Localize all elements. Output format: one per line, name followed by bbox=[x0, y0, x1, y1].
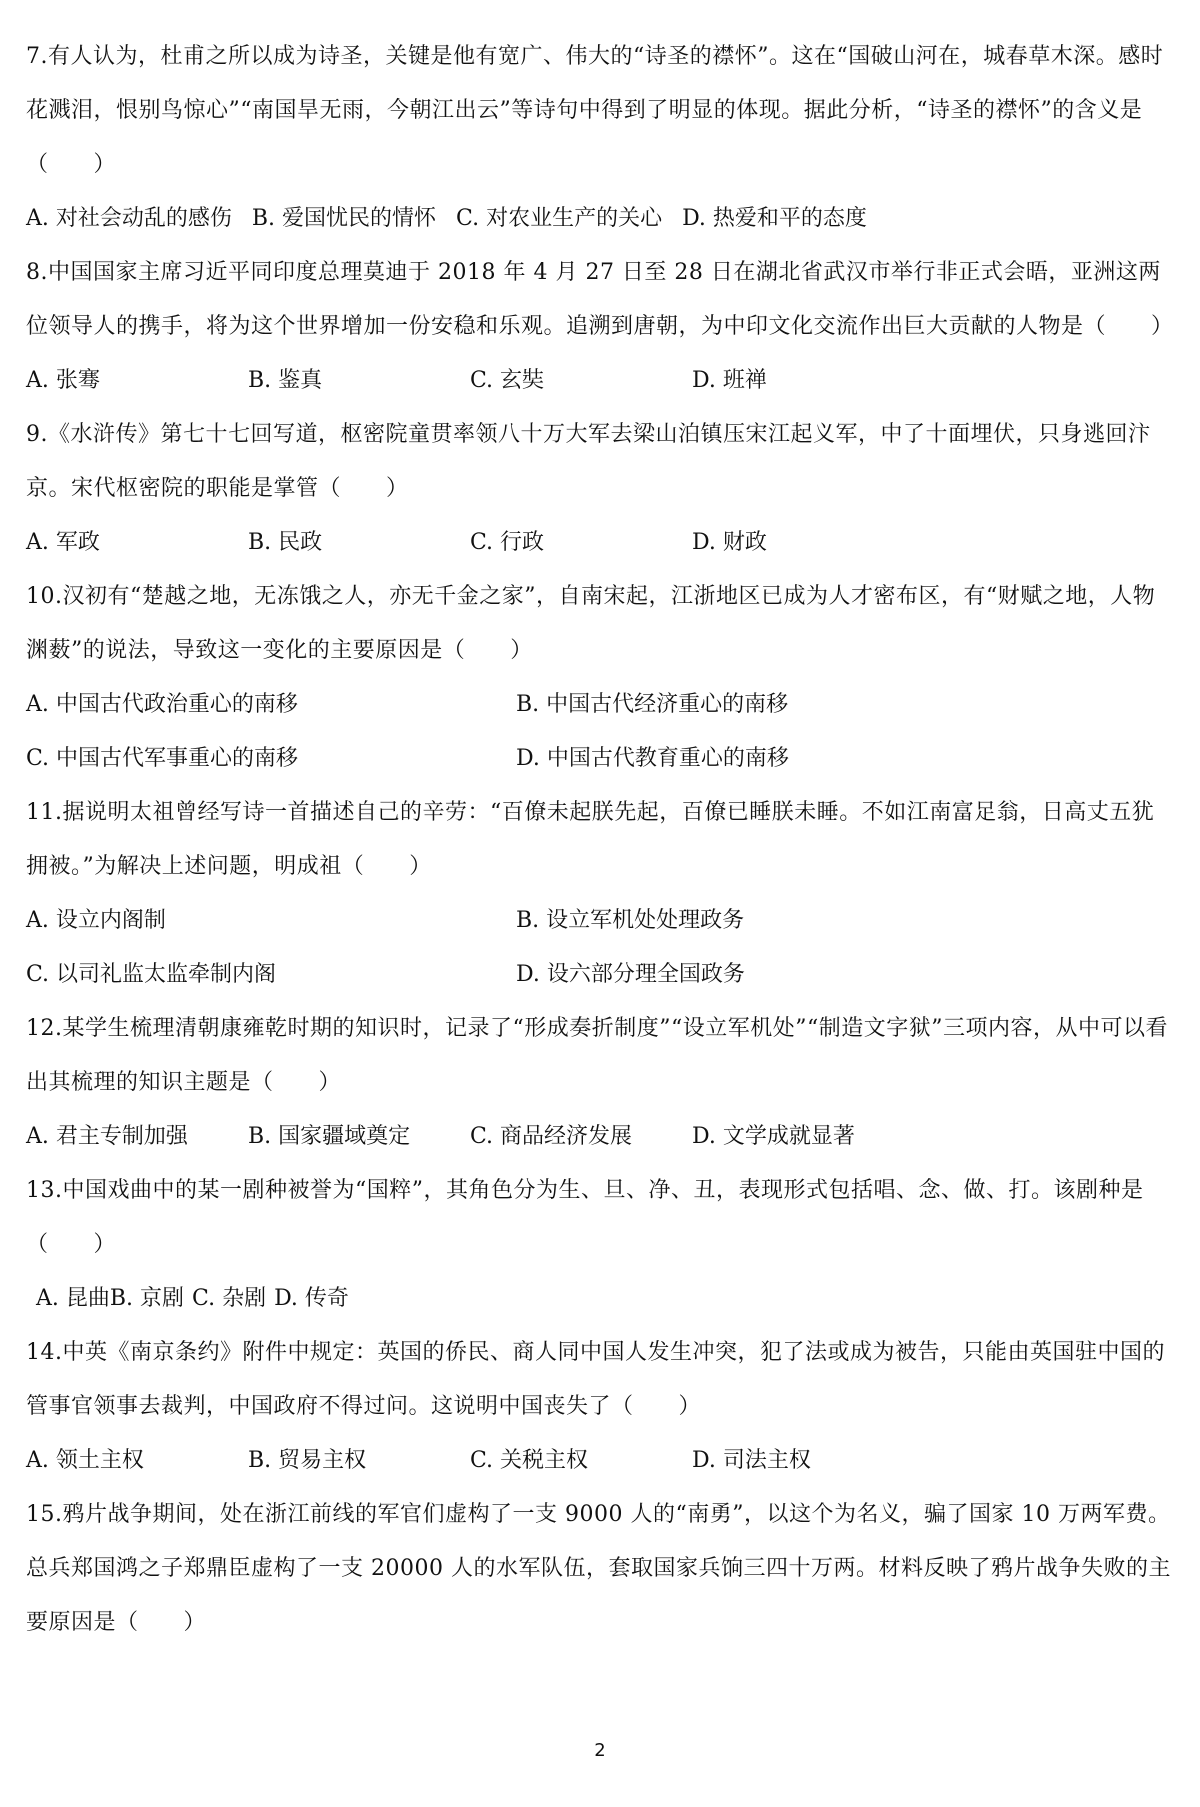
option-c: C. 关税主权 bbox=[470, 1448, 589, 1473]
question-text: 12.某学生梳理清朝康雍乾时期的知识时，记录了“形成奏折制度”“设立军机处”“制造文字狱”三项内容，从中可以看出其梳理的知识主题是（ ） bbox=[26, 1016, 1168, 1095]
option-c: C. 行政 bbox=[470, 530, 545, 555]
option-row bbox=[26, 1272, 1176, 1326]
option-a-b: A. 昆曲B. 京剧 bbox=[36, 1286, 185, 1311]
question-13 bbox=[26, 1164, 1176, 1326]
option-c: C. 杂剧 bbox=[192, 1286, 267, 1311]
option-b: B. 鉴真 bbox=[248, 368, 323, 393]
option-d: D. 文学成就显著 bbox=[692, 1124, 855, 1149]
option-c: C. 中国古代军事重心的南移 bbox=[26, 746, 299, 771]
option-b: B. 中国古代经济重心的南移 bbox=[516, 692, 789, 717]
option-d: D. 传奇 bbox=[274, 1286, 349, 1311]
question-text: 10.汉初有“楚越之地，无冻饿之人，亦无千金之家”，自南宋起，江浙地区已成为人才密布区，有“财赋之地，人物渊薮”的说法，导致这一变化的主要原因是（ ） bbox=[26, 584, 1156, 663]
option-b: B. 国家疆域奠定 bbox=[248, 1124, 411, 1149]
option-d: D. 热爱和平的态度 bbox=[682, 206, 867, 231]
option-a: A. 对社会动乱的感伤 bbox=[26, 206, 232, 231]
option-a: A. 中国古代政治重心的南移 bbox=[26, 692, 298, 717]
question-sheet bbox=[26, 30, 1176, 1650]
option-b: B. 贸易主权 bbox=[248, 1448, 367, 1473]
question-10 bbox=[26, 570, 1176, 786]
question-14 bbox=[26, 1326, 1176, 1488]
question-text: 14.中英《南京条约》附件中规定：英国的侨民、商人同中国人发生冲突，犯了法或成为被告，只能由英国驻中国的管事官领事去裁判，中国政府不得过问。这说明中国丧失了（ ） bbox=[26, 1340, 1165, 1419]
question-11 bbox=[26, 786, 1176, 1002]
option-a: A. 张骞 bbox=[26, 368, 100, 393]
option-row bbox=[26, 516, 1176, 570]
question-text: 8.中国国家主席习近平同印度总理莫迪于 2018 年 4 月 27 日至 28 日在湖北省武汉市举行非正式会晤，亚洲这两位领导人的携手，将为这个世界增加一份安稳和乐观。追溯到唐朝，为中印文化交流作出巨大贡献的人物是（ ） bbox=[26, 260, 1174, 339]
option-d: D. 设六部分理全国政务 bbox=[516, 962, 745, 987]
option-d: D. 中国古代教育重心的南移 bbox=[516, 746, 789, 771]
question-text: 11.据说明太祖曾经写诗一首描述自己的辛劳：“百僚未起朕先起，百僚已睡朕未睡。不如江南富足翁，日高丈五犹拥被。”为解决上述问题，明成祖（ ） bbox=[26, 800, 1155, 879]
question-text: 13.中国戏曲中的某一剧种被誉为“国粹”，其角色分为生、旦、净、丑，表现形式包括唱、念、做、打。该剧种是（ ） bbox=[26, 1178, 1144, 1257]
option-d: D. 班禅 bbox=[692, 368, 767, 393]
question-7 bbox=[26, 30, 1176, 246]
option-a: A. 军政 bbox=[26, 530, 100, 555]
option-c: C. 对农业生产的关心 bbox=[456, 206, 663, 231]
option-c: C. 商品经济发展 bbox=[470, 1124, 633, 1149]
option-a: A. 领土主权 bbox=[26, 1448, 144, 1473]
question-text: 9.《水浒传》第七十七回写道，枢密院童贯率领八十万大军去梁山泊镇压宋江起义军，中了十面埋伏，只身逃回汴京。宋代枢密院的职能是掌管（ ） bbox=[26, 422, 1151, 501]
question-text: 15.鸦片战争期间，处在浙江前线的军官们虚构了一支 9000 人的“南勇”，以这个为名义，骗了国家 10 万两军费。总兵郑国鸿之子郑鼎臣虚构了一支 20000 人的水军队伍，套取国家兵饷三四十万两。材料反映了鸦片战争失败的主要原因是（ ） bbox=[26, 1502, 1171, 1635]
option-a: A. 君主专制加强 bbox=[26, 1124, 188, 1149]
question-8 bbox=[26, 246, 1176, 408]
option-b: B. 爱国忧民的情怀 bbox=[251, 206, 437, 231]
question-15 bbox=[26, 1488, 1176, 1650]
option-d: D. 司法主权 bbox=[692, 1448, 811, 1473]
option-a: A. 设立内阁制 bbox=[26, 908, 166, 933]
option-row bbox=[26, 1110, 1176, 1164]
option-row bbox=[26, 192, 1176, 246]
option-c: C. 玄奘 bbox=[470, 368, 545, 393]
question-9 bbox=[26, 408, 1176, 570]
option-grid bbox=[26, 678, 1176, 786]
option-b: B. 民政 bbox=[248, 530, 323, 555]
option-grid bbox=[26, 894, 1176, 1002]
question-12 bbox=[26, 1002, 1176, 1164]
option-row bbox=[26, 354, 1176, 408]
option-b: B. 设立军机处处理政务 bbox=[516, 908, 745, 933]
question-text: 7.有人认为，杜甫之所以成为诗圣，关键是他有宽广、伟大的“诗圣的襟怀”。这在“国破山河在，城春草木深。感时花溅泪，恨别鸟惊心”“南国旱无雨，今朝江出云”等诗句中得到了明显的体现。据此分析，“诗圣的襟怀”的含义是（ ） bbox=[26, 44, 1164, 177]
page-number: 2 bbox=[594, 1740, 606, 1761]
option-d: D. 财政 bbox=[692, 530, 767, 555]
option-c: C. 以司礼监太监牵制内阁 bbox=[26, 962, 277, 987]
option-row bbox=[26, 1434, 1176, 1488]
